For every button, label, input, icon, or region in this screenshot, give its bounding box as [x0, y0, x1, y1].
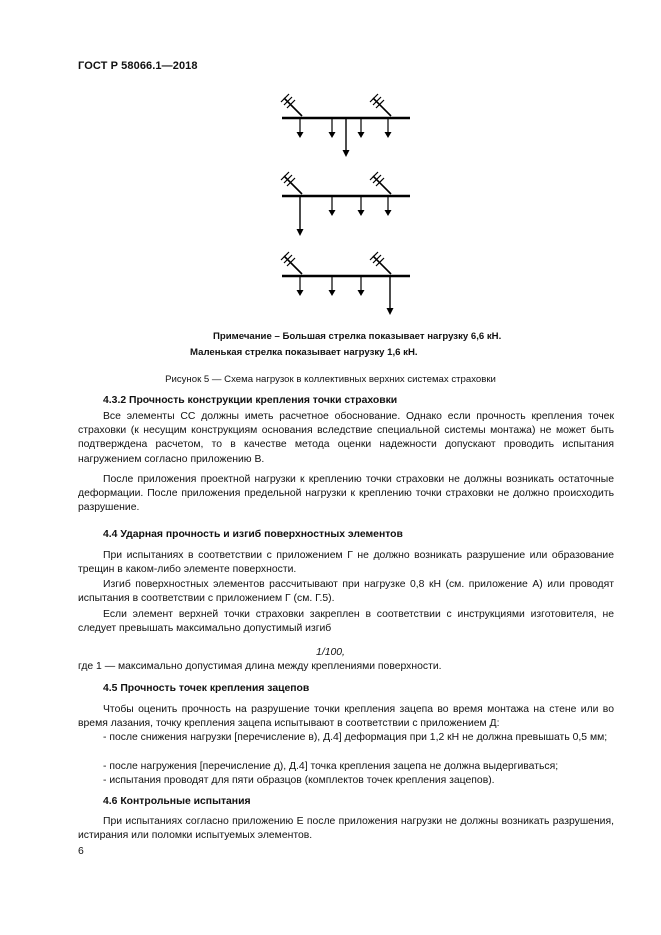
page-number: 6 — [78, 846, 84, 857]
section-4-4-paragraph-1: При испытаниях в соответствии с приложением Г не должно возникать разрушение или образование трещин в каком-либо элементе поверхности. — [78, 550, 614, 576]
section-4-3-2-paragraph-1: Все элементы СС должны иметь расчетное обоснование. Однако если прочность крепления точек страховки (к несущим конструкциям основания вследствие специальной системы монтажа) не может быть подтверждена расчетом, то в качестве метода оценки надежности допускают проводить испытания нагружением согласно приложению В. — [78, 411, 614, 465]
section-4-3-2-heading: 4.3.2 Прочность конструкции крепления точки страховки — [103, 395, 398, 406]
section-4-4-paragraph-3: Если элемент верхней точки страховки закреплен в соответствии с инструкциями изготовителя, не следует превышать максимально допустимый изгиб — [78, 609, 614, 635]
section-4-5-list-item-1: - после снижения нагрузки [перечисление в), Д.4] деформация при 1,2 кН не должна превышать 0,5 мм; — [103, 732, 608, 743]
document-header: ГОСТ Р 58066.1—2018 — [78, 60, 198, 72]
section-4-3-2-paragraph-2: После приложения проектной нагрузки к креплению точки страховки не должны возникать остаточные деформации. После приложения предельной нагрузки к креплению точки страховки не должно происходить разрушение. — [78, 474, 614, 514]
formula-explanation: где 1 — максимально допустимая длина между креплениями поверхности. — [78, 661, 442, 672]
deflection-formula: 1/100, — [316, 647, 345, 658]
load-diagram-figure — [270, 88, 420, 328]
section-4-5-list-item-2: - после нагружения [перечисление д), Д.4] точка крепления зацепа не должна выдергиваться; — [103, 761, 559, 772]
figure-note-line-2: Маленькая стрелка показывает нагрузку 1,6 кН. — [190, 347, 418, 358]
section-4-5-paragraph-1: Чтобы оценить прочность на разрушение точки крепления зацепа во время монтажа на стене или во время лазания, точку крепления зацепа испытывают в соответствии с приложением Д: — [78, 704, 614, 730]
load-scheme-2 — [281, 172, 410, 236]
section-4-4-paragraph-2: Изгиб поверхностных элементов рассчитывают при нагрузке 0,8 кН (см. приложение А) или проводят испытания в соответствии с приложением Г (см. Г.5). — [78, 579, 614, 605]
figure-caption: Рисунок 5 — Схема нагрузок в коллективных верхних системах страховки — [165, 374, 496, 385]
section-4-6-paragraph-1: При испытаниях согласно приложению Е после приложения нагрузки не должны возникать разрушения, истирания или поломки испытуемых элементов. — [78, 816, 614, 842]
load-scheme-3 — [281, 252, 410, 315]
section-4-5-heading: 4.5 Прочность точек крепления зацепов — [103, 683, 310, 694]
section-4-4-heading: 4.4 Ударная прочность и изгиб поверхностных элементов — [103, 529, 403, 540]
load-scheme-1 — [281, 94, 410, 157]
section-4-6-heading: 4.6 Контрольные испытания — [103, 796, 251, 807]
figure-note-line-1: Примечание – Большая стрелка показывает нагрузку 6,6 кН. — [213, 331, 502, 342]
section-4-5-list-item-3: - испытания проводят для пяти образцов (комплектов точек крепления зацепов). — [103, 775, 495, 786]
